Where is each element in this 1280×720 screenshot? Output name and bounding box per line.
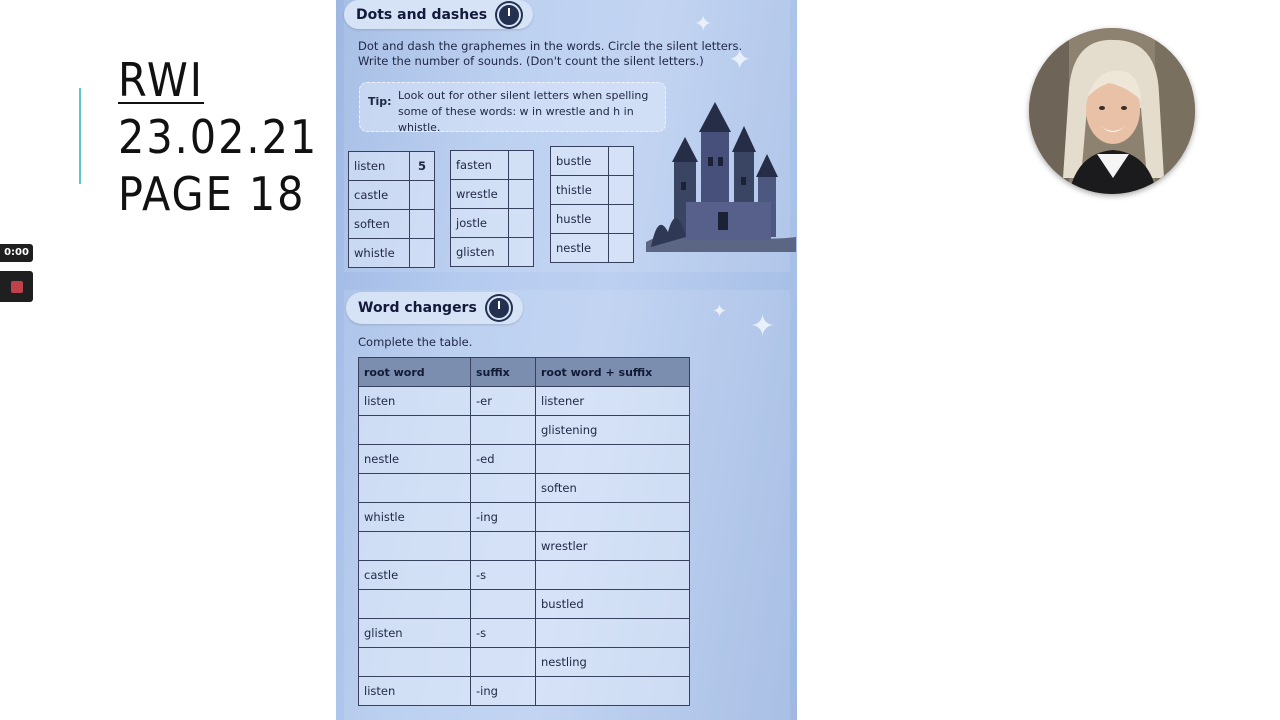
section1-instructions: Dot and dash the graphemes in the words. Circle the silent letters. Write the number of sounds. (Don't count the silent letters.) bbox=[358, 39, 743, 68]
word-grid-2: fasten wrestle jostle glisten bbox=[450, 150, 534, 267]
title-line-2: 23.02.21 bbox=[118, 110, 319, 164]
title-line-3: PAGE 18 bbox=[118, 167, 306, 221]
table-row: soften bbox=[359, 474, 690, 503]
timer-icon bbox=[497, 3, 521, 27]
webcam-video[interactable] bbox=[1029, 28, 1195, 194]
star-icon: ✦ bbox=[712, 301, 728, 322]
table-row: whistle -ing bbox=[359, 503, 690, 532]
section-title-word-changers bbox=[346, 292, 523, 324]
table-row: listen -er listener bbox=[359, 387, 690, 416]
word-changers-table bbox=[358, 357, 690, 706]
section2-title: Word changers bbox=[358, 300, 477, 316]
presenter-avatar bbox=[1029, 28, 1195, 194]
star-icon: ✦ bbox=[694, 12, 713, 37]
accent-line bbox=[79, 88, 81, 184]
timer-icon bbox=[487, 296, 511, 320]
column-header: suffix bbox=[471, 358, 536, 387]
table-row: castle -s bbox=[359, 561, 690, 590]
recording-timer: 0:00 bbox=[0, 244, 33, 262]
section-title-dots-and-dashes bbox=[344, 0, 533, 29]
star-icon: ✦ bbox=[728, 43, 752, 76]
tip-box: Tip: Look out for other silent letters when spelling some of these words: w in wrestle and h in whistle. bbox=[359, 82, 666, 132]
table-row: nestling bbox=[359, 648, 690, 677]
castle-illustration bbox=[646, 82, 796, 252]
table-row: nestle -ed bbox=[359, 445, 690, 474]
column-header: root word bbox=[359, 358, 471, 387]
stop-recording-button[interactable] bbox=[0, 271, 33, 302]
column-header: root word + suffix bbox=[536, 358, 690, 387]
table-row: wrestler bbox=[359, 532, 690, 561]
section2-instructions: Complete the table. bbox=[358, 335, 473, 349]
table-row: glisten -s bbox=[359, 619, 690, 648]
worksheet-image bbox=[336, 0, 797, 720]
star-icon: ✦ bbox=[750, 309, 776, 344]
word-grid-1: listen 5 castle soften whistle bbox=[348, 151, 435, 268]
word-grid-3: bustle thistle hustle nestle bbox=[550, 146, 634, 263]
title-line-1: RWI bbox=[118, 53, 205, 107]
slide-title bbox=[118, 52, 318, 223]
section1-title: Dots and dashes bbox=[356, 6, 488, 23]
table-row: glistening bbox=[359, 416, 690, 445]
table-header-row bbox=[359, 358, 690, 387]
table-row: bustled bbox=[359, 590, 690, 619]
table-row: listen -ing bbox=[359, 677, 690, 706]
stop-icon bbox=[11, 281, 23, 293]
